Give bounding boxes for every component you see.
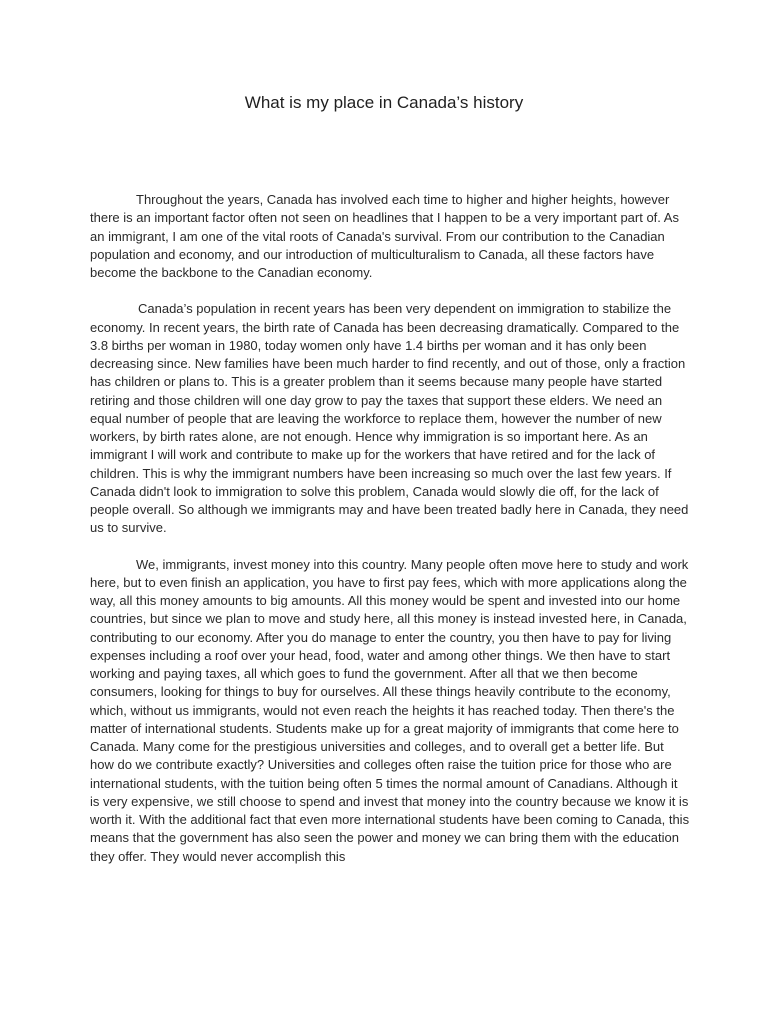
paragraph-introduction: Throughout the years, Canada has involved each time to higher and higher heights, however there is an important factor often not seen on headlines that I happen to be a very important part of. As an immigrant, I am one of the vital roots of Canada's survival. From our contribution to the Canadian population and economy, and our introduction of multiculturalism to Canada, all these factors have become the backbone to the Canadian economy. — [90, 192, 679, 280]
document-title: What is my place in Canada’s history — [244, 93, 524, 112]
paragraph-economy: We, immigrants, invest money into this country. Many people often move here to study and work here, but to even finish an application, you have to first pay fees, which with more applications along the way, all this money amounts to big amounts. All this money would be spent and invested into our home countries, but since we plan to move and study here, all this money is instead invested here, in Canada, contributing to our economy. After you do manage to enter the country, you then have to pay for living expenses including a roof over your head, food, water and among other things. We then have to start working and paying taxes, all which goes to fund the government. After all that we then become consumers, looking for things to buy for ourselves. All these things heavily contribute to the economy, which, without us immigrants, would not even reach the heights it has reached today. Then there's the matter of international students. Students make up for a great majority of immigrants that come here to Canada. Many come for the prestigious universities and colleges, and to overall get a better life. But how do we contribute exactly? Universities and colleges often raise the tuition price for those who are international students, with the tuition being often 5 times the normal amount of Canadians. Although it is very expensive, we still choose to spend and invest that money into the country because we know it is worth it. With the additional fact that even more international students have been coming to Canada, this means that the government has also seen the power and money we can bring them with the education they offer. They would never accomplish this — [90, 556, 690, 864]
paragraph-population: Canada’s population in recent years has been very dependent on immigration to stabilize the economy. In recent years, the birth rate of Canada has been decreasing dramatically. Compared to the 3.8 births per woman in 1980, today women only have 1.4 births per woman and it has only been decreasing since. New families have been much harder to find recently, and out of those, only a fraction has children or plans to. This is a greater problem than it seems because many people have started retiring and those children will one day grow to pay the taxes that support these elders. We need an equal number of people that are leaving the workforce to replace them, however the number of new workers, by birth rates alone, are not enough. Hence why immigration is so important here. As an immigrant I will work and contribute to make up for the workers that have retired and for the lack of children. This is why the immigrant numbers have been increasing so much over the last few years. If Canada didn't look to immigration to solve this problem, Canada would slowly die off, for the lack of people overall. So although we immigrants may and have been treated badly here in Canada, they need us to survive. — [90, 301, 689, 536]
document-body — [90, 191, 690, 866]
